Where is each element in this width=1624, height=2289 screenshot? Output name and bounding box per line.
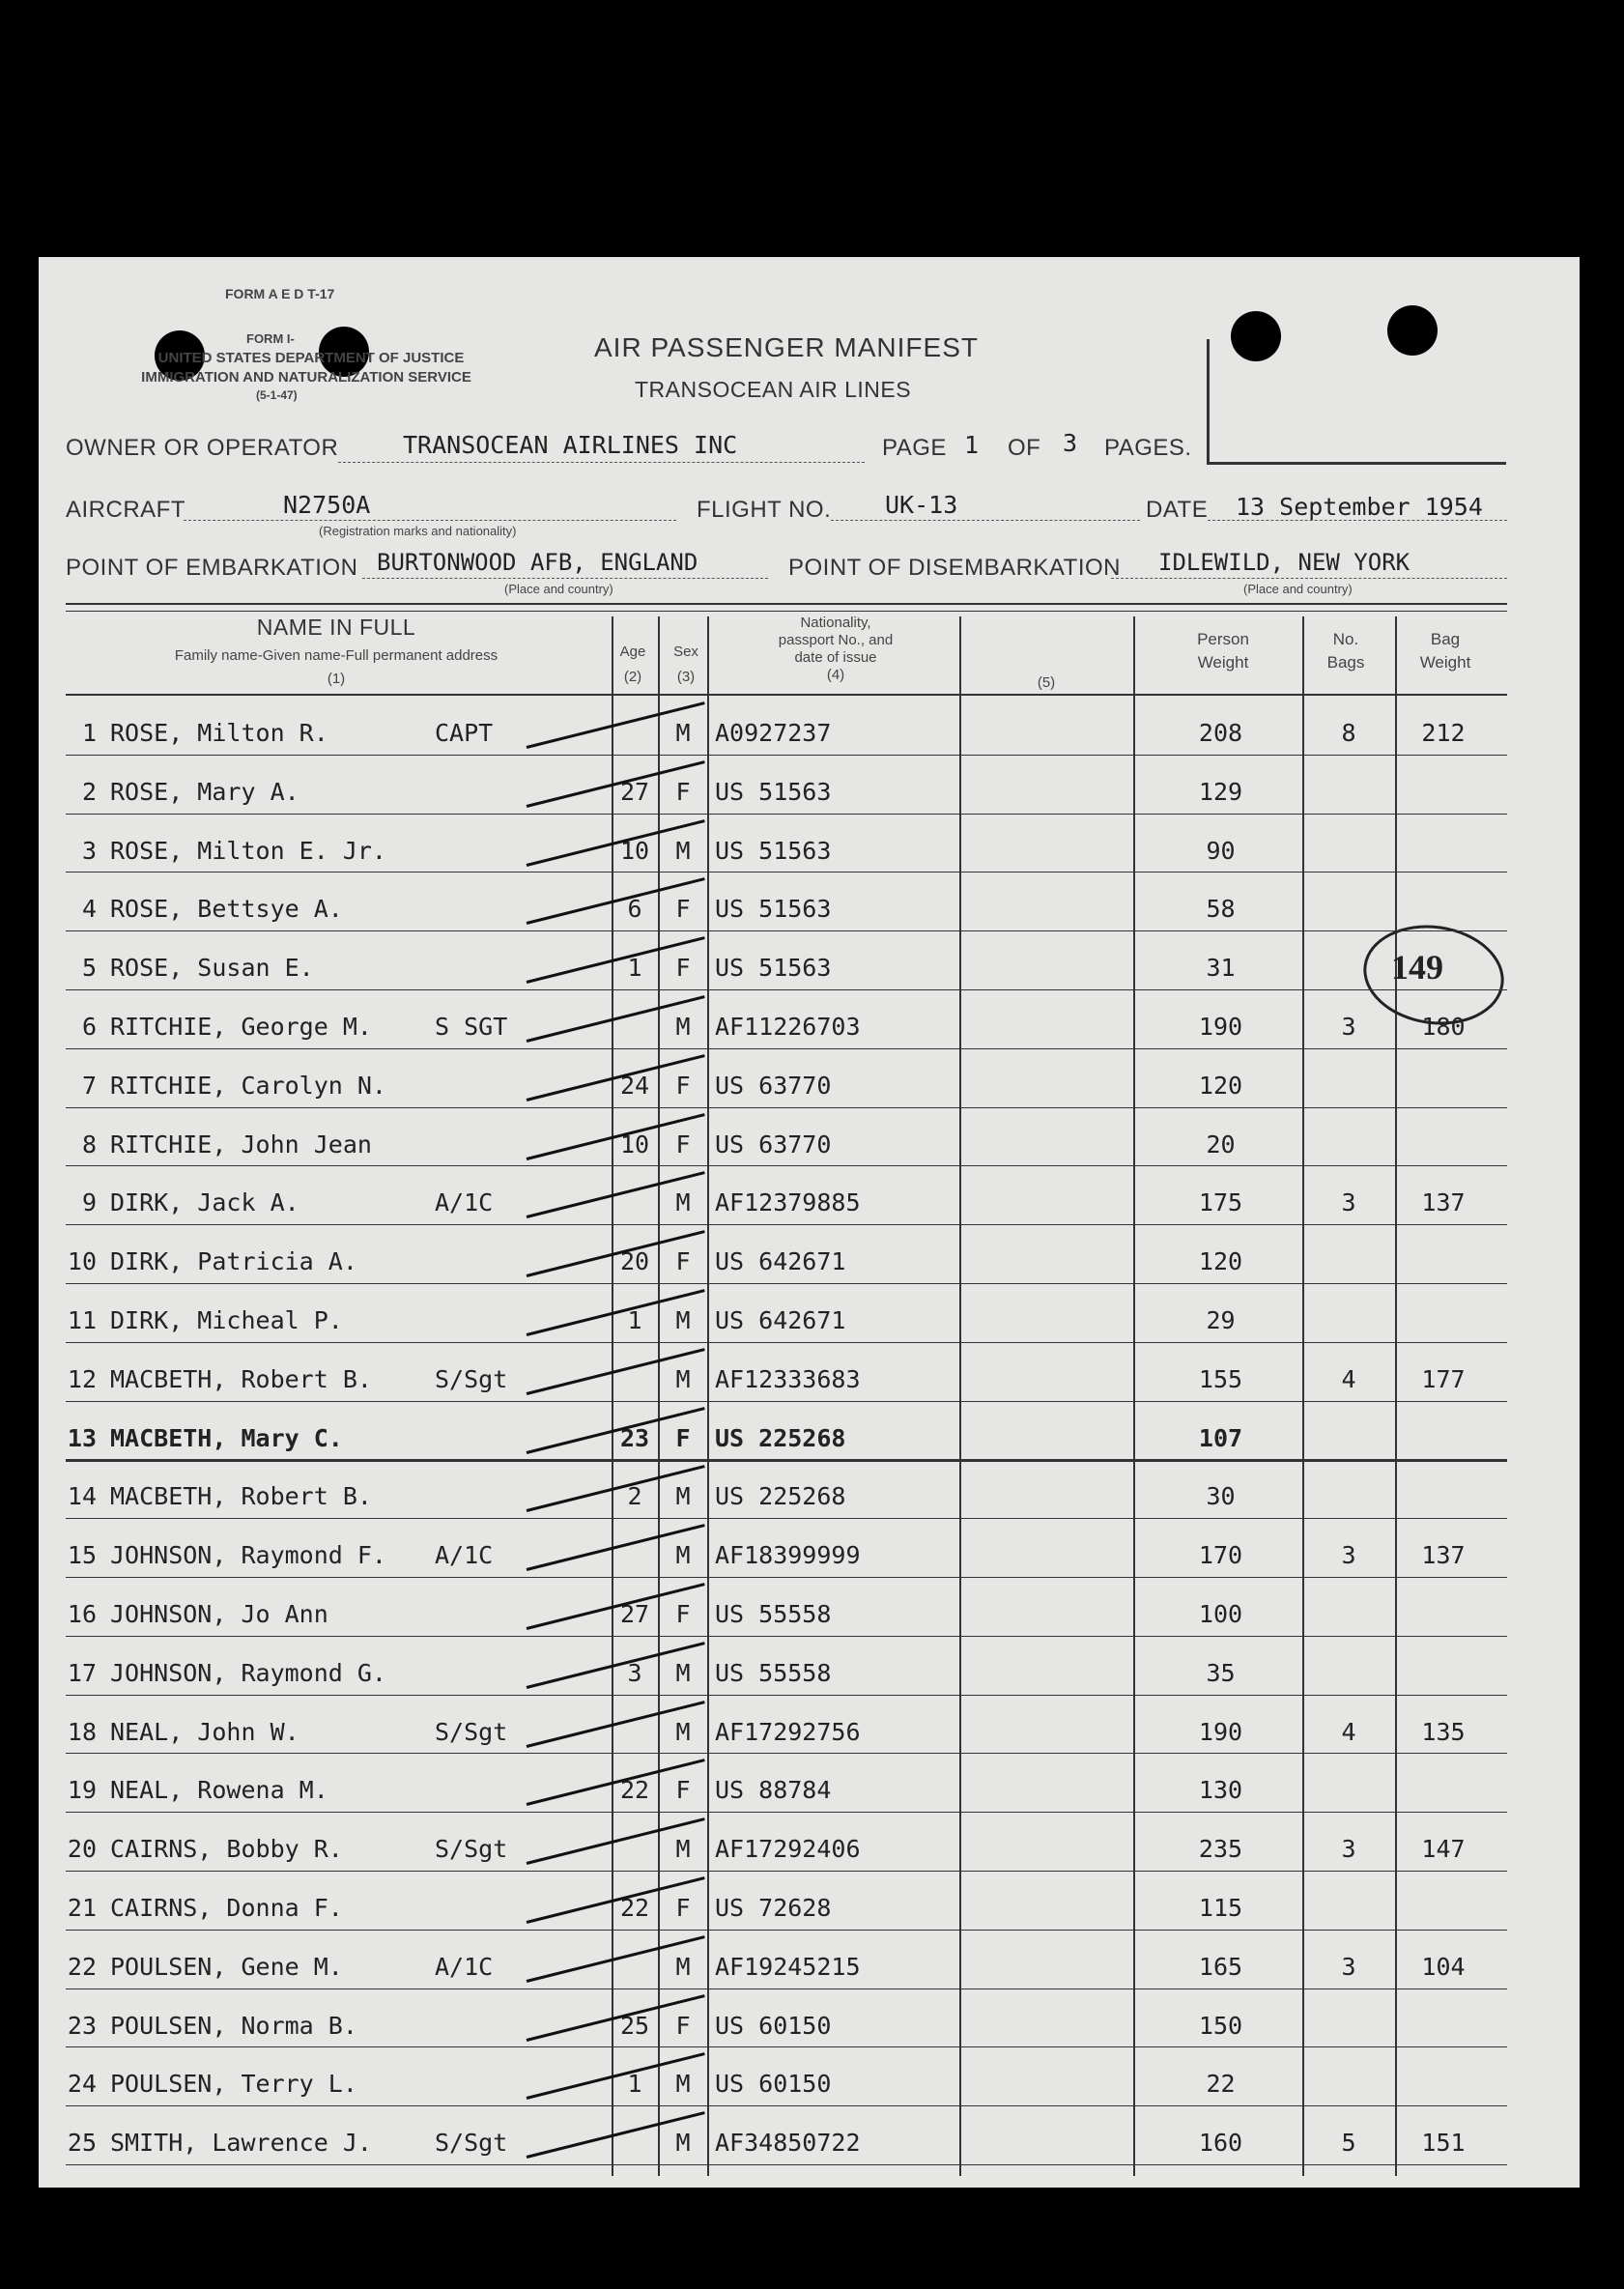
- person-weight: 190: [1198, 1717, 1243, 1746]
- passport-number: US 88784: [715, 1776, 832, 1805]
- row-rule: [66, 2105, 1507, 2106]
- passenger-sex: F: [675, 1894, 691, 1922]
- passenger-name: JOHNSON, Jo Ann: [110, 1600, 328, 1628]
- row-number: 14: [67, 1482, 97, 1511]
- bag-weight: 212: [1421, 719, 1466, 747]
- col-nat2: passport No., and: [778, 632, 894, 648]
- col-bagw-2: Weight: [1419, 653, 1471, 672]
- bag-weight: 104: [1421, 1952, 1466, 1981]
- passenger-age: 2: [627, 1482, 642, 1511]
- passenger-sex: F: [675, 777, 691, 806]
- passenger-rank: S/Sgt: [435, 2129, 508, 2158]
- passenger-age: 22: [619, 1776, 650, 1805]
- pages-label: PAGES.: [1104, 435, 1192, 461]
- col-rule: [959, 616, 961, 2176]
- passport-number: US 63770: [715, 1130, 832, 1159]
- row-number: 12: [67, 1364, 97, 1393]
- passport-number: US 642671: [715, 1247, 846, 1276]
- passenger-name: SMITH, Lawrence J.: [110, 2129, 372, 2158]
- row-rule: [66, 989, 1507, 990]
- passport-number: AF18399999: [715, 1541, 861, 1570]
- disembark-label: POINT OF DISEMBARKATION: [788, 555, 1121, 581]
- person-weight: 120: [1198, 1071, 1243, 1100]
- passenger-name: DIRK, Micheal P.: [110, 1306, 343, 1334]
- aircraft-value: N2750A: [283, 491, 371, 519]
- passport-number: AF12333683: [715, 1364, 861, 1393]
- passenger-sex: M: [675, 1364, 691, 1393]
- row-number: 19: [67, 1776, 97, 1805]
- page-label: PAGE: [882, 435, 947, 461]
- person-weight: 175: [1198, 1188, 1243, 1217]
- bag-count: 3: [1341, 1541, 1356, 1570]
- bag-weight: 147: [1421, 1835, 1466, 1864]
- punch-hole: [1231, 311, 1281, 361]
- passenger-name: RITCHIE, George M.: [110, 1013, 372, 1041]
- embark-value: BURTONWOOD AFB, ENGLAND: [377, 549, 698, 576]
- passenger-name: ROSE, Bettsye A.: [110, 895, 343, 924]
- row-rule: [66, 1636, 1507, 1637]
- passenger-rank: S/Sgt: [435, 1717, 508, 1746]
- bag-weight: 135: [1421, 1717, 1466, 1746]
- airline-name: TRANSOCEAN AIR LINES: [635, 377, 912, 402]
- date-value: 13 September 1954: [1236, 493, 1483, 521]
- stamp-box-edge: [1207, 339, 1210, 465]
- passport-number: US 51563: [715, 954, 832, 983]
- passenger-rank: S/Sgt: [435, 1364, 508, 1393]
- passport-number: US 51563: [715, 777, 832, 806]
- passport-number: A0927237: [715, 719, 832, 747]
- passport-number: US 225268: [715, 1423, 846, 1452]
- col-sex-num: (3): [676, 669, 696, 685]
- passenger-sex: M: [675, 1482, 691, 1511]
- person-weight: 30: [1206, 1482, 1236, 1511]
- agency-line2: IMMIGRATION AND NATURALIZATION SERVICE: [141, 369, 471, 386]
- fill-line: [338, 462, 865, 463]
- passenger-name: CAIRNS, Donna F.: [110, 1894, 343, 1922]
- passenger-name: NEAL, Rowena M.: [110, 1776, 328, 1805]
- row-rule: [66, 1283, 1507, 1284]
- agency-line1: UNITED STATES DEPARTMENT OF JUSTICE: [157, 350, 465, 366]
- passenger-rank: A/1C: [435, 1952, 494, 1981]
- passenger-sex: M: [675, 836, 691, 865]
- passport-number: US 60150: [715, 2070, 832, 2099]
- row-number: 5: [81, 954, 97, 983]
- row-number: 16: [67, 1600, 97, 1628]
- header-bottom-rule: [66, 694, 1507, 696]
- passenger-sex: M: [675, 1717, 691, 1746]
- row-number: 3: [81, 836, 97, 865]
- row-rule: [66, 1048, 1507, 1049]
- of-label: OF: [1008, 435, 1041, 461]
- row-number: 18: [67, 1717, 97, 1746]
- person-weight: 208: [1198, 719, 1243, 747]
- col-age: Age: [619, 644, 646, 660]
- person-weight: 115: [1198, 1894, 1243, 1922]
- of-value: 3: [1063, 429, 1078, 457]
- form-number: FORM A E D T-17: [225, 286, 335, 301]
- row-rule: [66, 1342, 1507, 1343]
- row-rule: [66, 1930, 1507, 1931]
- row-rule: [66, 872, 1507, 873]
- row-number: 13: [67, 1423, 97, 1452]
- row-number: 8: [81, 1130, 97, 1159]
- row-rule: [66, 2046, 1507, 2047]
- row-rule: [66, 814, 1507, 815]
- passenger-age: 22: [619, 1894, 650, 1922]
- passport-number: US 642671: [715, 1306, 846, 1334]
- person-weight: 170: [1198, 1541, 1243, 1570]
- col-nat-num: (4): [826, 667, 845, 683]
- owner-value: TRANSOCEAN AIRLINES INC: [403, 431, 738, 459]
- bag-count: 3: [1341, 1835, 1356, 1864]
- passport-number: AF11226703: [715, 1013, 861, 1041]
- passenger-rank: A/1C: [435, 1541, 494, 1570]
- row-rule: [66, 1459, 1507, 1462]
- passenger-sex: M: [675, 1952, 691, 1981]
- page-value: 1: [964, 431, 980, 459]
- bag-count: 3: [1341, 1188, 1356, 1217]
- passenger-sex: F: [675, 1071, 691, 1100]
- fill-line: [831, 520, 1140, 521]
- passenger-name: POULSEN, Gene M.: [110, 1952, 343, 1981]
- fill-line: [184, 520, 676, 521]
- passport-number: US 60150: [715, 2011, 832, 2040]
- passport-number: US 51563: [715, 836, 832, 865]
- row-number: 6: [81, 1013, 97, 1041]
- row-number: 15: [67, 1541, 97, 1570]
- person-weight: 129: [1198, 777, 1243, 806]
- passenger-sex: M: [675, 719, 691, 747]
- person-weight: 20: [1206, 1130, 1236, 1159]
- passenger-sex: M: [675, 1835, 691, 1864]
- person-weight: 120: [1198, 1247, 1243, 1276]
- row-rule: [66, 1753, 1507, 1754]
- passenger-rank: A/1C: [435, 1188, 494, 1217]
- person-weight: 35: [1206, 1658, 1236, 1687]
- passenger-sex: M: [675, 1013, 691, 1041]
- passport-number: AF34850722: [715, 2129, 861, 2158]
- bag-count: 5: [1341, 2129, 1356, 2158]
- person-weight: 130: [1198, 1776, 1243, 1805]
- col-person-1: Person: [1197, 630, 1249, 648]
- passenger-name: ROSE, Mary A.: [110, 777, 299, 806]
- passport-number: US 55558: [715, 1658, 832, 1687]
- row-rule: [66, 1695, 1507, 1696]
- passenger-sex: F: [675, 895, 691, 924]
- bag-count: 4: [1341, 1364, 1356, 1393]
- owner-label: OWNER OR OPERATOR: [66, 435, 339, 461]
- passport-number: US 51563: [715, 895, 832, 924]
- person-weight: 107: [1198, 1423, 1243, 1452]
- passenger-name: CAIRNS, Bobby R.: [110, 1835, 343, 1864]
- row-number: 9: [81, 1188, 97, 1217]
- passport-number: US 225268: [715, 1482, 846, 1511]
- passport-number: AF19245215: [715, 1952, 861, 1981]
- passport-number: AF12379885: [715, 1188, 861, 1217]
- row-number: 17: [67, 1658, 97, 1687]
- bag-count: 3: [1341, 1013, 1356, 1041]
- passenger-name: ROSE, Milton R.: [110, 719, 328, 747]
- row-rule: [66, 1165, 1507, 1166]
- passenger-sex: M: [675, 1541, 691, 1570]
- disembark-value: IDLEWILD, NEW YORK: [1158, 549, 1410, 576]
- passport-number: US 55558: [715, 1600, 832, 1628]
- row-number: 7: [81, 1071, 97, 1100]
- fill-line: [1111, 578, 1507, 579]
- person-weight: 22: [1206, 2070, 1236, 2099]
- passport-number: AF17292756: [715, 1717, 861, 1746]
- passenger-age: 1: [627, 1306, 642, 1334]
- col-bagw-1: Bag: [1430, 630, 1461, 648]
- embark-label: POINT OF EMBARKATION: [66, 555, 358, 581]
- passenger-age: 10: [619, 1130, 650, 1159]
- col-rule: [1133, 616, 1135, 2176]
- fill-line: [1208, 520, 1507, 521]
- row-number: 11: [67, 1306, 97, 1334]
- flight-label: FLIGHT NO.: [697, 497, 832, 523]
- person-weight: 155: [1198, 1364, 1243, 1393]
- col-sex: Sex: [673, 644, 698, 660]
- bag-weight: 137: [1421, 1541, 1466, 1570]
- passenger-sex: M: [675, 2129, 691, 2158]
- row-number: 21: [67, 1894, 97, 1922]
- aircraft-note: (Registration marks and nationality): [319, 524, 517, 538]
- table-top-rule: [66, 603, 1507, 605]
- row-rule: [66, 1107, 1507, 1108]
- passenger-age: 20: [619, 1247, 650, 1276]
- disembark-note: (Place and country): [1243, 582, 1353, 596]
- person-weight: 150: [1198, 2011, 1243, 2040]
- row-number: 25: [67, 2129, 97, 2158]
- passenger-sex: M: [675, 1188, 691, 1217]
- row-rule: [66, 930, 1507, 931]
- person-weight: 31: [1206, 954, 1236, 983]
- passenger-sex: F: [675, 1247, 691, 1276]
- col-5: (5): [1037, 674, 1056, 691]
- col-nat3: date of issue: [794, 649, 877, 666]
- passenger-sex: F: [675, 1423, 691, 1452]
- person-weight: 160: [1198, 2129, 1243, 2158]
- flight-value: UK-13: [885, 491, 958, 519]
- person-weight: 90: [1206, 836, 1236, 865]
- row-rule: [66, 1224, 1507, 1225]
- row-number: 10: [67, 1247, 97, 1276]
- person-weight: 190: [1198, 1013, 1243, 1041]
- row-rule: [66, 755, 1507, 756]
- passenger-name: MACBETH, Robert B.: [110, 1364, 372, 1393]
- embark-note: (Place and country): [504, 582, 613, 596]
- punch-hole: [1387, 305, 1438, 356]
- passenger-sex: F: [675, 2011, 691, 2040]
- person-weight: 58: [1206, 895, 1236, 924]
- passenger-name: NEAL, John W.: [110, 1717, 299, 1746]
- passenger-age: 3: [627, 1658, 642, 1687]
- bag-count: 3: [1341, 1952, 1356, 1981]
- passenger-sex: F: [675, 954, 691, 983]
- passenger-sex: F: [675, 1600, 691, 1628]
- passenger-age: 6: [627, 895, 642, 924]
- passenger-rank: S/Sgt: [435, 1835, 508, 1864]
- passenger-age: 1: [627, 2070, 642, 2099]
- passenger-sex: M: [675, 1658, 691, 1687]
- passenger-name: MACBETH, Robert B.: [110, 1482, 372, 1511]
- row-number: 22: [67, 1952, 97, 1981]
- row-number: 1: [81, 719, 97, 747]
- passenger-name: DIRK, Jack A.: [110, 1188, 299, 1217]
- bag-count: 4: [1341, 1717, 1356, 1746]
- col-bags-1: No.: [1332, 630, 1359, 648]
- bag-weight: 177: [1421, 1364, 1466, 1393]
- aircraft-label: AIRCRAFT: [66, 497, 185, 523]
- col-name-num: (1): [327, 671, 346, 687]
- row-rule: [66, 2164, 1507, 2165]
- passenger-name: JOHNSON, Raymond F.: [110, 1541, 386, 1570]
- row-number: 2: [81, 777, 97, 806]
- passenger-name: RITCHIE, Carolyn N.: [110, 1071, 386, 1100]
- col-age-num: (2): [623, 669, 642, 685]
- passenger-sex: M: [675, 1306, 691, 1334]
- row-rule: [66, 1577, 1507, 1578]
- passenger-name: ROSE, Susan E.: [110, 954, 314, 983]
- passenger-age: 1: [627, 954, 642, 983]
- passenger-name: RITCHIE, John Jean: [110, 1130, 372, 1159]
- table-top-rule: [66, 611, 1507, 612]
- passenger-name: JOHNSON, Raymond G.: [110, 1658, 386, 1687]
- passenger-name: POULSEN, Norma B.: [110, 2011, 357, 2040]
- row-number: 23: [67, 2011, 97, 2040]
- bag-count: 8: [1341, 719, 1356, 747]
- passenger-age: 27: [619, 1600, 650, 1628]
- passport-number: US 63770: [715, 1071, 832, 1100]
- passport-number: AF17292406: [715, 1835, 861, 1864]
- passenger-rank: CAPT: [435, 719, 494, 747]
- passenger-sex: M: [675, 2070, 691, 2099]
- passenger-name: POULSEN, Terry L.: [110, 2070, 357, 2099]
- row-rule: [66, 1518, 1507, 1519]
- row-number: 4: [81, 895, 97, 924]
- col-name-sub: Family name-Given name-Full permanent address: [174, 647, 499, 664]
- passenger-sex: F: [675, 1776, 691, 1805]
- date-label: DATE: [1146, 497, 1209, 523]
- stamp-box-edge: [1207, 462, 1506, 465]
- fill-line: [362, 578, 768, 579]
- passenger-sex: F: [675, 1130, 691, 1159]
- passenger-age: 24: [619, 1071, 650, 1100]
- passenger-name: ROSE, Milton E. Jr.: [110, 836, 386, 865]
- bag-weight: 137: [1421, 1188, 1466, 1217]
- passenger-age: 10: [619, 836, 650, 865]
- row-rule: [66, 1401, 1507, 1402]
- person-weight: 165: [1198, 1952, 1243, 1981]
- circled-value: 149: [1391, 948, 1443, 987]
- bag-weight: 180: [1421, 1013, 1466, 1041]
- row-number: 20: [67, 1835, 97, 1864]
- person-weight: 29: [1206, 1306, 1236, 1334]
- passenger-age: 23: [619, 1423, 650, 1452]
- col-person-2: Weight: [1197, 653, 1249, 672]
- col-rule: [1395, 616, 1397, 2176]
- col-name-title: NAME IN FULL: [256, 615, 416, 640]
- person-weight: 100: [1198, 1600, 1243, 1628]
- col-bags-2: Bags: [1326, 653, 1365, 672]
- bag-weight: 151: [1421, 2129, 1466, 2158]
- row-rule: [66, 1871, 1507, 1872]
- passenger-name: MACBETH, Mary C.: [110, 1423, 343, 1452]
- manifest-title: AIR PASSENGER MANIFEST: [594, 332, 979, 362]
- passport-number: US 72628: [715, 1894, 832, 1922]
- col-nat1: Nationality,: [800, 615, 871, 631]
- passenger-age: 25: [619, 2011, 650, 2040]
- row-number: 24: [67, 2070, 97, 2099]
- col-rule: [707, 616, 709, 2176]
- passenger-name: DIRK, Patricia A.: [110, 1247, 357, 1276]
- manifest-page: [39, 257, 1580, 2188]
- form-date: (5-1-47): [256, 388, 298, 402]
- person-weight: 235: [1198, 1835, 1243, 1864]
- form-i: FORM I-: [246, 331, 295, 346]
- row-rule: [66, 1812, 1507, 1813]
- passenger-age: 27: [619, 777, 650, 806]
- passenger-rank: S SGT: [435, 1013, 508, 1041]
